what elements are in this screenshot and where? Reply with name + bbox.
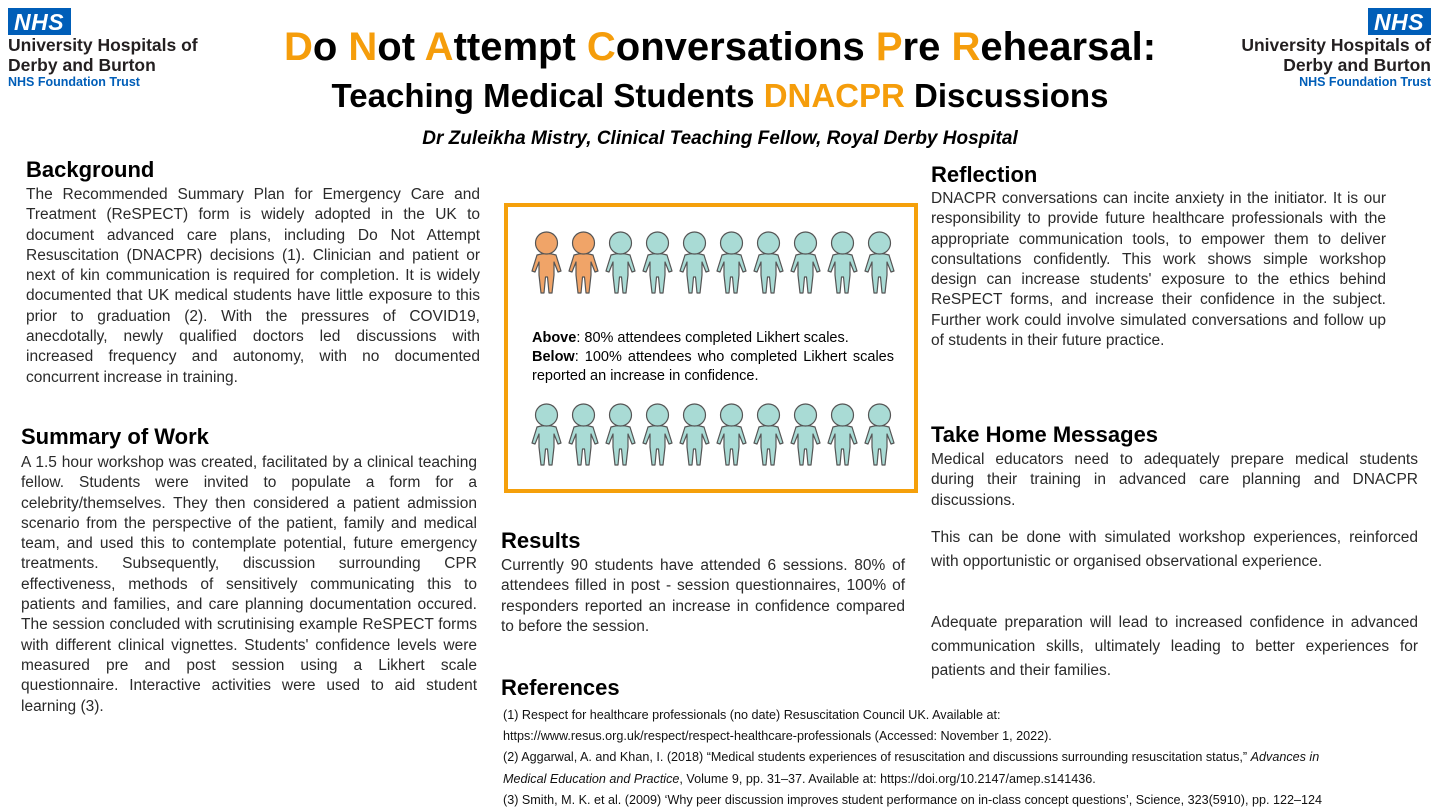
person-icon — [861, 231, 898, 295]
summary-text: A 1.5 hour workshop was created, facilitated by a clinical teaching fellow. Students were invited to populate a form for a celebrity/themselves. They then considered a patient admission scenario from the perspective of the patient, family and medical team, and used this to contemplate potential, future emergency treatments. Subsequently, discussion surrounding CPR effectiveness, methods of sensitively communicating this to patients and families, and care planning documentation occured. The session concluded with scrutinising example ReSPECT forms with different clinical vignettes. Students' confidence levels were measured pre and post session using a Likhert scale questionnaire. Interactive activities were used to aid student learning (3). — [21, 454, 477, 715]
author-line: Dr Zuleikha Mistry, Clinical Teaching Fellow, Royal Derby Hospital — [422, 128, 1018, 149]
logo-trust: NHS Foundation Trust — [8, 75, 140, 89]
person-icon — [676, 231, 713, 295]
summary-heading: Summary of Work — [21, 424, 209, 449]
person-icon — [861, 403, 898, 467]
poster-title: Do Not Attempt Conversations Pre Rehearsal: — [283, 25, 1157, 69]
caption-below: Below: 100% attendees who completed Likhert scales reported an increase in confidence. — [532, 349, 894, 384]
person-icon — [639, 403, 676, 467]
person-icon — [528, 231, 565, 295]
figure-row-top — [528, 231, 898, 295]
nhs-badge: NHS — [1368, 8, 1431, 35]
logo-trust: NHS Foundation Trust — [1299, 75, 1431, 89]
background-text: The Recommended Summary Plan for Emergency Care and Treatment (ReSPECT) form is widely adopted in the UK to document advanced care plans, including Do Not Attempt Resuscitation (DNACPR) decisions (1). Clinician and patient or next of kin communication is required for completion. It is widely documented that UK medical students have little exposure to this prior to graduation (2). With the pressures of COVID19, anecdotally, newly qualified doctors led discussions with increased frequency and autonomy, with no documented concurrent increase in training. — [26, 186, 480, 386]
person-icon — [713, 231, 750, 295]
attendance-figure — [504, 203, 918, 493]
figure-caption — [532, 329, 894, 386]
reflection-text: DNACPR conversations can incite anxiety in the initiator. It is our responsibility to provide future healthcare professionals with the appropriate communication tools, to empower them to deliver consultations confidently. This work shows simple workshop design can increase students' exposure to the ethics behind ReSPECT forms, and increase their confidence in the subject. Further work could involve simulated conversations and follow up of students in their future practice. — [931, 190, 1386, 350]
person-icon — [713, 403, 750, 467]
person-icon — [528, 403, 565, 467]
person-icon — [676, 403, 713, 467]
person-icon — [565, 231, 602, 295]
logo-line-2: Derby and Burton — [8, 55, 156, 75]
take-home-p2: This can be done with simulated workshop experiences, reinforced with opportunistic or organised observational experience. — [931, 529, 1418, 570]
nhs-logo-right — [1241, 8, 1431, 90]
reference-1a: (1) Respect for healthcare professionals (no date) Resuscitation Council UK. Available at: — [503, 708, 1001, 722]
person-icon — [750, 403, 787, 467]
person-icon — [602, 403, 639, 467]
reference-3: (3) Smith, M. K. et al. (2009) ‘Why peer discussion improves student performance on in-class concept questions’, Science, 323(5910), pp. 122–124 — [503, 792, 1323, 807]
reference-2a: (2) Aggarwal, A. and Khan, I. (2018) “Medical students experiences of resuscitation and discussions surrounding resuscitation status,” Advances in — [503, 750, 1320, 765]
results-text: Currently 90 students have attended 6 sessions. 80% of attendees filled in post - session questionnaires, 100% of responders reported an increase in confidence compared to before the session. — [501, 557, 905, 635]
reference-1b: https://www.resus.org.uk/respect/respect-healthcare-professionals (Accessed: November 1, 2022). — [503, 729, 1052, 744]
person-icon — [787, 403, 824, 467]
figure-row-bottom — [528, 403, 898, 467]
reference-2b: Medical Education and Practice, Volume 9, pp. 31–37. Available at: https://doi.org/10.2147/amep.s141436. — [503, 771, 1096, 786]
person-icon — [639, 231, 676, 295]
nhs-badge: NHS — [8, 8, 71, 35]
references-heading: References — [501, 675, 620, 700]
person-icon — [824, 231, 861, 295]
person-icon — [787, 231, 824, 295]
caption-above: Above: 80% attendees completed Likhert scales. — [532, 330, 849, 346]
references-list — [503, 705, 1423, 810]
person-icon — [750, 231, 787, 295]
nhs-logo-left — [8, 8, 198, 90]
logo-line-1: University Hospitals of — [1241, 35, 1431, 55]
take-home-p3: Adequate preparation will lead to increased confidence in advanced communication skills, ultimately leading to better experiences for patients and their families. — [931, 614, 1418, 679]
take-home-heading: Take Home Messages — [931, 422, 1159, 447]
reflection-heading: Reflection — [931, 162, 1038, 187]
person-icon — [565, 403, 602, 467]
poster-subtitle: Teaching Medical Students DNACPR Discussions — [331, 77, 1109, 114]
person-icon — [824, 403, 861, 467]
logo-line-2: Derby and Burton — [1283, 55, 1431, 75]
person-icon — [602, 231, 639, 295]
logo-line-1: University Hospitals of — [8, 35, 198, 55]
background-heading: Background — [26, 157, 155, 182]
results-heading: Results — [501, 528, 581, 553]
take-home-p1: Medical educators need to adequately prepare medical students during their training in advanced care planning and DNACPR discussions. — [931, 451, 1418, 509]
